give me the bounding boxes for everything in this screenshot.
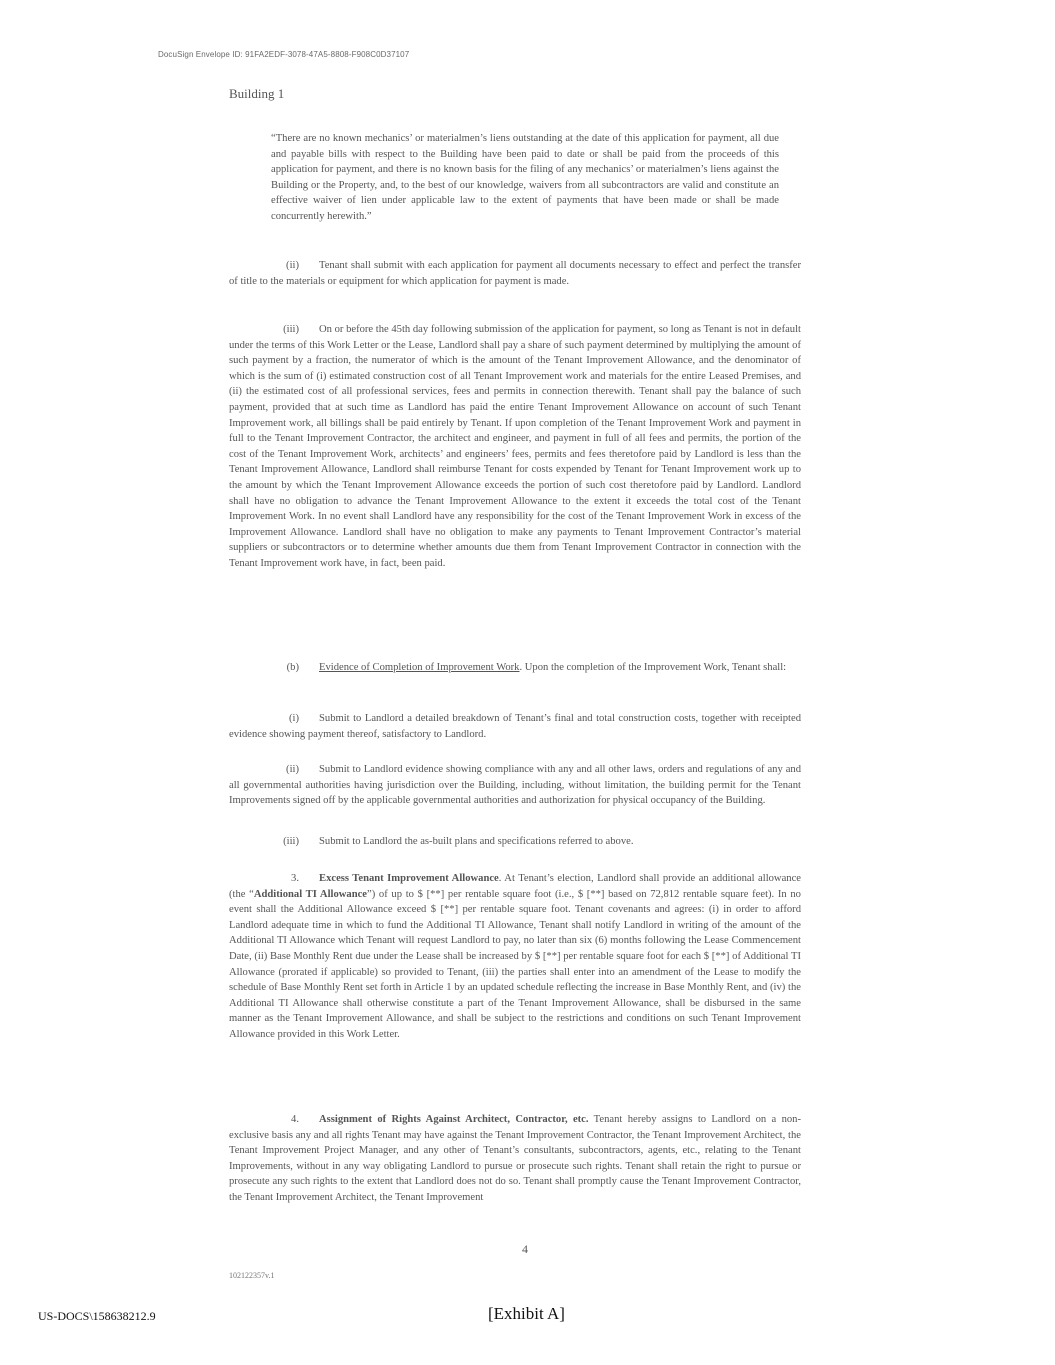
section-number: 4. <box>291 1114 299 1125</box>
paragraph-text: Submit to Landlord a detailed breakdown of Tenant’s final and total construction costs, together with receipted evidence showing payment thereof, satisfactory to Landlord. <box>229 713 801 740</box>
section-title: Excess Tenant Improvement Allowance <box>319 873 499 884</box>
paragraph-b-i <box>229 711 801 742</box>
paragraph-text: . Upon the completion of the Improvement Work, Tenant shall: <box>519 662 787 673</box>
paragraph-b-iii <box>229 834 801 850</box>
section-text: Tenant hereby assigns to Landlord on a non-exclusive basis any and all rights Tenant may have against the Tenant Improvement Contractor, the Tenant Improvement Architect, the Tenant Improvement Project Manager, and any other of Tenant’s consultants, subcontractors, agents, etc., relating to the Tenant Improvements, without in any way obligating Landlord to pursue or prosecute such rights. Tenant shall retain the right to pursue or prosecute any such rights to the extent that Landlord does not do so. Tenant shall promptly cause the Tenant Improvement Contractor, the Tenant Improvement Architect, the Tenant Improvement <box>229 1114 801 1203</box>
paragraph-number: (ii) <box>286 260 299 271</box>
paragraph-number: (b) <box>286 662 299 673</box>
defined-term: Additional TI Allowance <box>253 888 367 900</box>
paragraph-number: (iii) <box>283 836 299 847</box>
paragraph-text: Submit to Landlord evidence showing compliance with any and all other laws, orders and regulations of any and all governmental authorities having jurisdiction over the Building, including, without limitation, the building permit for the Tenant Improvements signed off by the applicable governmental authorities and authorization for physical occupancy of the Building. <box>229 764 801 807</box>
section-title: Assignment of Rights Against Architect, Contractor, etc. <box>319 1114 589 1125</box>
paragraph-iii <box>229 322 801 572</box>
lien-waiver-quote: “There are no known mechanics’ or materialmen’s liens outstanding at the date of this application for payment, all due and payable bills with respect to the Building have been paid to date or shall be paid from the proceeds of this application for payment, and there is no known basis for the filing of any mechanics’ or materialmen’s liens against the Building or the Property, and, to the best of our knowledge, waivers from all subcontractors are valid and constitute an effective waiver of lien under applicable law to the extent of payments that have been made or shall be made concurrently herewith.” <box>271 133 779 222</box>
page-heading: Building 1 <box>229 86 285 101</box>
section-number: 3. <box>291 873 299 884</box>
paragraph-text: Submit to Landlord the as-built plans and specifications referred to above. <box>319 836 634 847</box>
paragraph-b <box>229 660 801 676</box>
footer-doc-reference: US-DOCS\158638212.9 <box>38 1309 156 1323</box>
section-4 <box>229 1112 801 1206</box>
paragraph-number: (iii) <box>283 324 299 335</box>
paragraph-title: Evidence of Completion of Improvement Work <box>319 662 520 673</box>
footer-exhibit-label: [Exhibit A] <box>488 1304 565 1323</box>
document-id: 102122357v.1 <box>229 1271 275 1280</box>
section-3 <box>229 871 801 1043</box>
paragraph-text: On or before the 45th day following submission of the application for payment, so long as Tenant is not in default under the terms of this Work Letter or the Lease, Landlord shall pay a share of such payment determined by multiplying the amount of such payment by a fraction, the numerator of which is the amount of the Tenant Improvement Allowance, and the denominator of which is the sum of (i) estimated construction cost of all Tenant Improvement work and materials for the entire Leased Premises, and (ii) the estimated cost of all professional services, fees and permits in connection therewith. Tenant shall pay the balance of such payment, provided that at such time as Landlord has paid the entire Tenant Improvement Allowance on account of such Tenant Improvement work, all billings shall be paid entirely by Tenant. If upon completion of the Tenant Improvement Work and payment in full to the Tenant Improvement Contractor, the architect and engineer, and payment in full of all fees and permits, the portion of the cost of the Tenant Improvement Work, architects’ and engineers’ fees, permits and fees theretofore paid by Landlord is less than the Tenant Improvement Allowance, Landlord shall reimburse Tenant for costs expended by Tenant for Tenant Improvement work up to the amount by which the Tenant Improvement Allowance exceeds the portion of such cost theretofore paid by Landlord. Landlord shall have no obligation to advance the Tenant Improvement Allowance to the extent it exceeds the total cost of the Tenant Improvement Work. In no event shall Landlord have any responsibility for the cost of the Tenant Improvement Work in excess of the Improvement Allowance. Landlord shall have no obligation to make any payments to Tenant Improvement Contractor’s material suppliers or subcontractors or to determine whether amounts due them from Tenant Improvement Contractor in connection with the Tenant Improvement work have, in fact, been paid. <box>229 324 801 569</box>
section-text-a: . At Tenant’s election, Landlord shall provide an additional allowance (the “ <box>229 873 801 900</box>
paragraph-b-ii <box>229 762 801 809</box>
section-text-b: ”) of up to $ [**] per rentable square foot (i.e., $ [**] based on 72,812 rentable square feet). In no event shall the Additional Allowance exceed $ [**] per rentable square foot. Tenant covenants and agrees: (i) in order to afford Landlord adequate time in which to fund the Additional TI Allowance, Tenant shall notify Landlord in writing of the amount of the Additional TI Allowance which Tenant will request Landlord to pay, no later than six (6) months following the Lease Commencement Date, (ii) Base Monthly Rent due under the Lease shall be increased by $ [**] per rentable square foot for each $ [**] of Additional TI Allowance (prorated if applicable) so provided to Tenant, (iii) the parties shall enter into an amendment of the Lease to modify the schedule of Base Monthly Rent set forth in Article 1 by an updated schedule reflecting the increase in Base Monthly Rent, and (iv) the Additional TI Allowance shall otherwise constitute a part of the Tenant Improvement Allowance, shall be disbursed in the same manner as the Tenant Improvement Allowance, and shall be subject to the restrictions and conditions on such Tenant Improvement Allowance provided in this Work Letter. <box>229 888 801 1040</box>
paragraph-ii <box>229 258 801 289</box>
page-number: 4 <box>522 1242 528 1256</box>
paragraph-number: (ii) <box>286 764 299 775</box>
paragraph-number: (i) <box>289 713 299 724</box>
paragraph-text: Tenant shall submit with each application for payment all documents necessary to effect and perfect the transfer of title to the materials or equipment for which application for payment is made. <box>229 260 801 287</box>
docusign-envelope-id: DocuSign Envelope ID: 91FA2EDF-3078-47A5-8808-F908C0D37107 <box>158 50 410 59</box>
